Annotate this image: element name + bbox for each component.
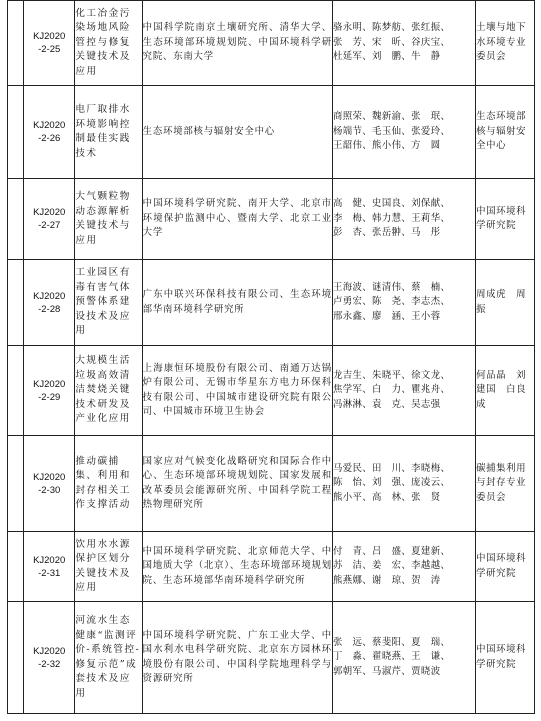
project-name: 饮用水水源保护区划分关键技术及应用: [75, 532, 142, 602]
completing-people: 骆永明、陈梦舫、张红振、 张 芳、宋 昕、谷庆宝、 杜延军、刘 鹏、牛 静: [332, 1, 475, 86]
project-code: KJ2020 -2-32: [24, 602, 75, 714]
completing-people: 张 远、蔡斐阳、夏 瑞、 丁 淼、翟晓燕、王 谦、 郭朝军、马淑芹、贾晓波: [332, 602, 475, 714]
completing-units: 中国环境科学研究院、北京师范大学、中国地质大学（北京）、生态环境部环境规划院、生态环境部华南环境科学研究所: [142, 532, 332, 602]
index-cell: [8, 179, 24, 260]
recommender: 周成虎 周 振: [476, 260, 535, 346]
table-row: [8, 260, 535, 346]
completing-people: 王海波、谜清伟、蔡 楠、 卢勇宏、陈 尧、李志杰、 邢永鑫、廖 涵、王小蓉: [332, 260, 475, 346]
table-row: [8, 346, 535, 436]
project-name: 工业园区有毒有害气体预警体系建设技术及应用: [75, 260, 142, 346]
completing-units: 国家应对气候变化战略研究和国际合作中心、生态环境部环境规划院、国家发展和改革委员会能源研究所、中国科学院工程热物理研究所: [142, 436, 332, 532]
completing-units: 生态环境部核与辐射安全中心: [142, 86, 332, 179]
completing-units: 中国科学院南京土壤研究所、清华大学、生态环境部环境规划院、中国环境科学研究院、东南大学: [142, 1, 332, 86]
index-cell: [8, 1, 24, 86]
project-code: KJ2020 -2-29: [24, 346, 75, 436]
index-cell: [8, 346, 24, 436]
index-cell: [8, 260, 24, 346]
table-row: [8, 179, 535, 260]
project-name: 大规模生活垃圾高效清洁焚烧关键技术研发及产业化应用: [75, 346, 142, 436]
project-name: 电厂取排水环境影响控制最佳实践技术: [75, 86, 142, 179]
table-row: [8, 1, 535, 86]
completing-units: 上海康恒环境股份有限公司、南通万达锅炉有限公司、无锡市华星东方电力环保科技有限公司、中国城市建设研究院有限公司、中国城市环境卫生协会: [142, 346, 332, 436]
project-code: KJ2020 -2-28: [24, 260, 75, 346]
project-code: KJ2020 -2-30: [24, 436, 75, 532]
completing-units: 广东中联兴环保科技有限公司、生态环境部华南环境科学研究所: [142, 260, 332, 346]
project-name: 河流水生态健康“监测评价-系统管控-修复示范”成套技术及应用: [75, 602, 142, 714]
project-code: KJ2020 -2-25: [24, 1, 75, 86]
project-code: KJ2020 -2-31: [24, 532, 75, 602]
recommender: 生态环境部核与辐射安全中心: [476, 86, 535, 179]
project-name: 化工冶金污染场地风险管控与修复关键技术及应用: [75, 1, 142, 86]
award-table: [7, 0, 535, 714]
index-cell: [8, 602, 24, 714]
index-cell: [8, 436, 24, 532]
project-name: 大气颗粒物动态源解析关键技术与应用: [75, 179, 142, 260]
recommender: 何品晶 刘建国 白良成: [476, 346, 535, 436]
completing-units: 中国环境科学研究院、广东工业大学、中国水利水电科学研究院、北京东方园林环境股份有限公司、中国科学院地理科学与资源研究所: [142, 602, 332, 714]
table-row: [8, 436, 535, 532]
project-name: 推动碳捕集、利用和封存相关工作支撑活动: [75, 436, 142, 532]
index-cell: [8, 86, 24, 179]
completing-people: 龙吉生、朱晓平、徐文龙、 焦学军、白 力、瞿兆舟、 冯淋淋、袁 克、吴志强: [332, 346, 475, 436]
recommender: 碳捕集利用与封存专业委员会: [476, 436, 535, 532]
recommender: 中国环境科学研究院: [476, 179, 535, 260]
table-row: [8, 532, 535, 602]
table-row: [8, 602, 535, 714]
index-cell: [8, 532, 24, 602]
completing-people: 付 青、吕 盛、夏建新、 苏 洁、姜 宏、李越越、 熊燕娜、谢 琼、贺 涛: [332, 532, 475, 602]
recommender: 土壤与地下水环境专业委员会: [476, 1, 535, 86]
project-code: KJ2020 -2-26: [24, 86, 75, 179]
table-row: [8, 86, 535, 179]
completing-people: 马爱民、田 川、李晓梅、 陈 怡、刘 强、庞凌云、 熊小平、高 林、张 贤: [332, 436, 475, 532]
completing-people: 商照荣、魏新渝、张 珉、 杨端节、毛玉仙、张爱玲、 王韶伟、熊小伟、方 圆: [332, 86, 475, 179]
completing-units: 中国环境科学研究院、南开大学、北京市环境保护监测中心、暨南大学、北京工业大学: [142, 179, 332, 260]
project-code: KJ2020 -2-27: [24, 179, 75, 260]
recommender: 中国环境科学研究院: [476, 532, 535, 602]
completing-people: 高 健、史国良、刘保献、 李 梅、韩力慧、王莉华、 彭 杏、张岳翀、马 彤: [332, 179, 475, 260]
recommender: 中国环境科学研究院: [476, 602, 535, 714]
